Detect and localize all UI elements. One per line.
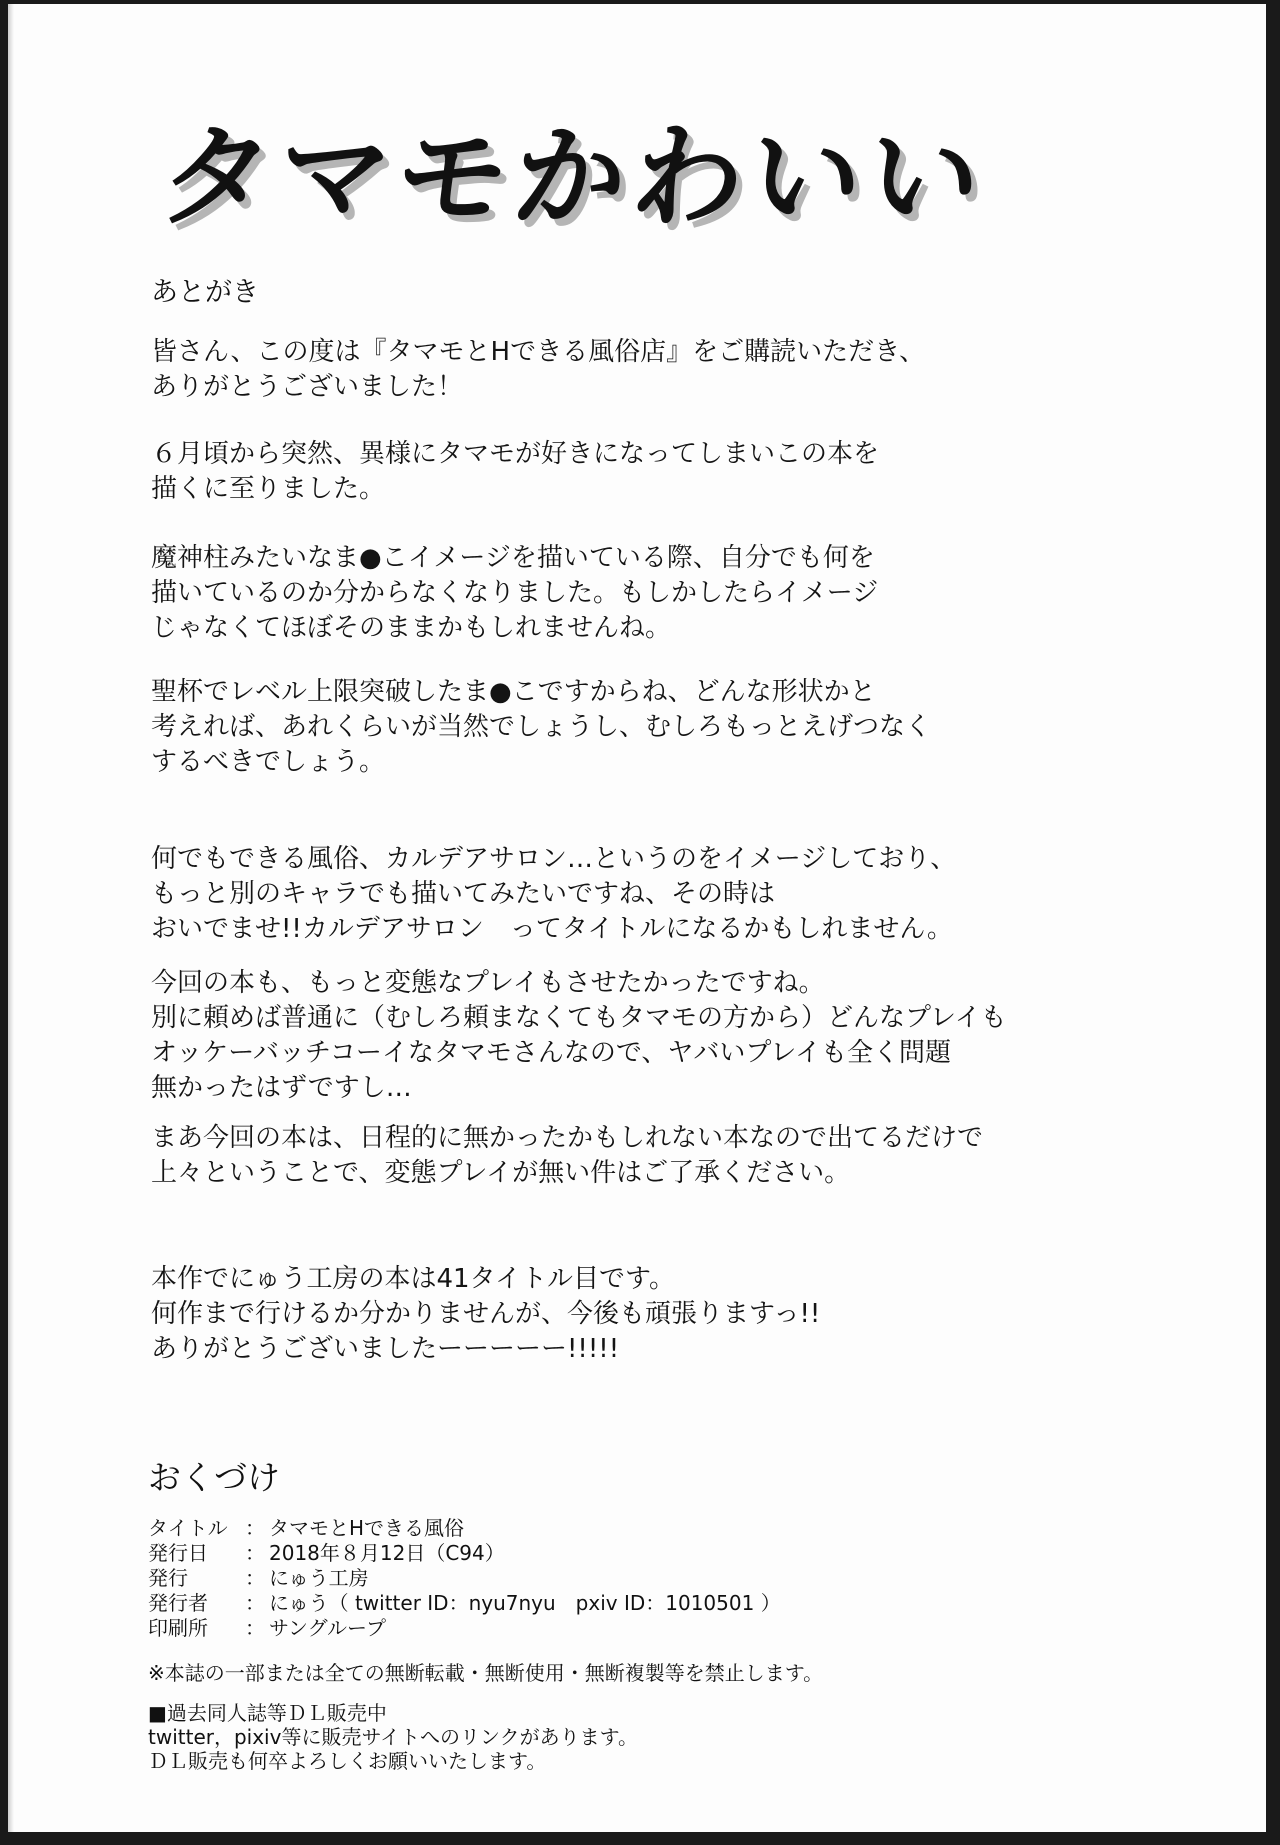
colophon-separator: ： <box>245 1516 265 1540</box>
colophon-value: サングループ <box>269 1616 386 1640</box>
colophon-key: タイトル <box>148 1516 228 1540</box>
afterword-heading: あとがき <box>151 277 259 308</box>
text-line: 上々ということで、変態プレイが無い件はご了承ください。 <box>151 1158 851 1188</box>
page <box>8 4 1266 1832</box>
colophon-row-date <box>148 1541 781 1566</box>
afterword-paragraph-1 <box>151 335 925 405</box>
afterword-paragraph-5 <box>151 842 956 947</box>
text-line: 今回の本も、もっと変態なプレイもさせたかったですね。 <box>151 968 825 998</box>
text-line: 聖杯でレベル上限突破したま●こですからね、どんな形状かと <box>151 677 876 707</box>
text-line: twitter，pixiv等に販売サイトへのリンクがあります。 <box>148 1725 639 1749</box>
colophon-value: にゅう工房 <box>269 1566 369 1590</box>
afterword-paragraph-2 <box>151 437 879 507</box>
text-line: ありがとうございましたーーーーー!!!!! <box>151 1334 620 1364</box>
text-line: ありがとうございました！ <box>151 372 464 402</box>
colophon-separator: ： <box>245 1591 265 1615</box>
afterword-paragraph-4 <box>151 675 931 780</box>
text-line: 本作でにゅう工房の本は41タイトル目です。 <box>151 1264 675 1294</box>
text-line: 描くに至りました。 <box>151 474 386 504</box>
colophon-value: タマモとHできる風俗 <box>269 1516 465 1540</box>
scan-edge-shadow <box>8 4 14 1832</box>
text-line: 描いているのか分からなくなりました。もしかしたらイメージ <box>151 578 879 608</box>
colophon-value: にゅう（ twitter ID：nyu7nyu pxiv ID：1010501 ） <box>269 1591 781 1615</box>
colophon-key: 印刷所 <box>148 1616 208 1640</box>
colophon-row-issuer <box>148 1591 781 1616</box>
afterword-paragraph-6 <box>151 966 1007 1106</box>
colophon-separator: ： <box>245 1566 265 1590</box>
colophon-heading: おくづけ <box>148 1458 280 1497</box>
colophon-key: 発行 <box>148 1566 188 1590</box>
text-line: 皆さん、この度は『タマモとHできる風俗店』をご購読いただき、 <box>151 337 926 367</box>
text-line: 無かったはずですし… <box>151 1073 412 1103</box>
text-line: 何作まで行けるか分かりませんが、今後も頑張りますっ!! <box>151 1299 821 1329</box>
colophon-row-title <box>148 1516 781 1541</box>
text-line: 魔神柱みたいなま●こイメージを描いている際、自分でも何を <box>151 543 875 573</box>
text-line: もっと別のキャラでも描いてみたいですね、その時は <box>151 879 776 909</box>
colophon-key: 発行者 <box>148 1591 208 1615</box>
colophon-table <box>148 1516 781 1641</box>
text-line: じゃなくてほぼそのままかもしれませんね。 <box>151 613 672 643</box>
dl-sales-block <box>148 1701 638 1773</box>
afterword-paragraph-3 <box>151 541 878 646</box>
text-line: まあ今回の本は、日程的に無かったかもしれない本なので出てるだけで <box>151 1123 984 1153</box>
afterword-paragraph-8 <box>151 1262 820 1367</box>
page-title: タマモかわいい <box>153 112 993 243</box>
text-line: 何でもできる風俗、カルデアサロン…というのをイメージしており、 <box>151 844 957 874</box>
colophon-value: 2018年８月12日（C94） <box>269 1541 505 1565</box>
text-line: おいでませ!!カルデアサロン ってタイトルになるかもしれません。 <box>151 914 953 944</box>
text-line: 別に頼めば普通に（むしろ頼まなくてもタマモの方から）どんなプレイも <box>151 1003 1007 1033</box>
colophon-separator: ： <box>245 1541 265 1565</box>
text-line: ＤＬ販売も何卒よろしくお願いいたします。 <box>148 1749 547 1773</box>
colophon-row-printer <box>148 1616 781 1641</box>
text-line: 考えれば、あれくらいが当然でしょうし、むしろもっとえげつなく <box>151 712 932 742</box>
colophon-separator: ： <box>245 1616 265 1640</box>
text-line: するべきでしょう。 <box>151 747 386 777</box>
copyright-notice: ※本誌の一部または全ての無断転載・無断使用・無断複製等を禁止します。 <box>148 1661 824 1685</box>
text-line: ６月頃から突然、異様にタマモが好きになってしまいこの本を <box>151 439 880 469</box>
colophon-key: 発行日 <box>148 1541 208 1565</box>
colophon-row-publisher <box>148 1566 781 1591</box>
text-line: オッケーバッチコーイなタマモさんなので、ヤバいプレイも全く問題 <box>151 1038 952 1068</box>
dl-sales-heading: ■過去同人誌等ＤＬ販売中 <box>148 1701 387 1725</box>
afterword-paragraph-7 <box>151 1121 983 1191</box>
